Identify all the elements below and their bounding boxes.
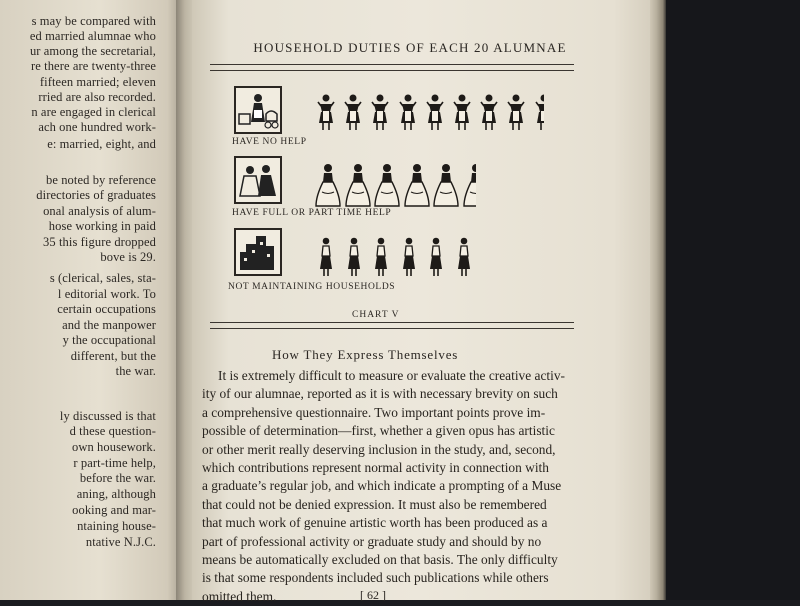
left-page-line: n are engaged in clerical [31, 105, 156, 119]
left-page-line: directories of graduates [36, 188, 156, 202]
left-page [0, 0, 182, 600]
maid-figure-icon [343, 92, 363, 132]
chart-title: HOUSEHOLD DUTIES OF EACH 20 ALUMNAE [253, 40, 567, 55]
body-text-line: omitted them. [202, 588, 277, 604]
left-page-line: ed married alumnae who [29, 29, 156, 43]
left-page-line: s may be compared with [31, 14, 156, 28]
maid-figure-icon [370, 92, 390, 132]
maid-figure-icon [452, 92, 472, 132]
body-text-line: possible of determination—first, whether a given opus has artistic [202, 423, 555, 439]
seated-woman-figure-icon [314, 162, 342, 208]
row1-label: HAVE NO HELP [232, 137, 307, 147]
left-page-line: bove is 29. [100, 250, 156, 264]
left-page-line: d these question- [69, 424, 156, 438]
body-text-line: means be automatically excluded on that basis. The only difficulty [202, 551, 558, 567]
body-text-line: ity of our alumnae, reported as it is with necessary brevity on such [202, 386, 558, 402]
left-page-line: re there are twenty-three [31, 59, 156, 73]
left-page-line: s (clerical, sales, sta- [49, 271, 156, 285]
left-page-line: 35 this figure dropped [43, 235, 156, 249]
seated-woman-figure-icon [373, 162, 401, 208]
left-page-line: and the manpower [62, 318, 156, 332]
chart-bottom-rule [210, 322, 574, 329]
standing-worker-figure-icon [318, 236, 334, 278]
left-page-line: rried are also recorded. [38, 90, 156, 104]
page-number: [ 62 ] [360, 588, 386, 602]
row2-label: HAVE FULL OR PART TIME HELP [232, 208, 392, 218]
left-page-line: ooking and mar- [72, 503, 156, 517]
left-page-line: before the war. [79, 471, 156, 485]
row1-scene-icon [234, 86, 282, 134]
body-text [202, 367, 576, 606]
left-page-line: be noted by reference [45, 173, 156, 187]
body-text-line: part of professional activity or graduate study and should by no [202, 533, 542, 549]
body-text-line: or other merit really deserving inclusion in the study, and, second, [202, 441, 556, 457]
left-page-line: ly discussed is that [59, 409, 156, 423]
chart-caption: CHART V [352, 310, 400, 320]
left-page-line: l editorial work. To [57, 287, 156, 301]
body-text-line: It is extremely difficult to measure or evaluate the creative activ- [218, 368, 566, 383]
seated-woman-figure-icon [344, 162, 372, 208]
standing-worker-figure-icon [401, 236, 417, 278]
left-page-line: different, but the [70, 349, 156, 363]
left-page-line: fifteen married; eleven [39, 75, 156, 89]
body-text-line: that much work of genuine artistic worth has been produced as a [202, 515, 548, 531]
row2-scene-icon [234, 156, 282, 204]
left-page-line: the war. [115, 364, 156, 378]
maid-figure-icon [425, 92, 445, 132]
right-page [192, 0, 650, 604]
seated-woman-figure-icon [432, 162, 460, 208]
left-page-line: hose working in paid [48, 219, 156, 233]
standing-worker-figure-icon [346, 236, 362, 278]
maid-figure-icon [506, 92, 526, 132]
left-page-line: ntative N.J.C. [85, 535, 156, 549]
background-dark [666, 0, 800, 600]
title-rule [210, 64, 574, 71]
maid-figure-icon [479, 92, 499, 132]
left-page-line: y the occupational [62, 333, 156, 347]
left-page-line: ntaining house- [77, 519, 156, 533]
body-text-line: which contributions represent normal activity in connection with [202, 459, 549, 475]
maid-figure-icon [316, 92, 336, 132]
row3-scene-icon [234, 228, 282, 276]
seated-woman-figure-icon [462, 162, 476, 208]
left-page-line: ur among the secretarial, [29, 44, 156, 58]
left-page-line: own housework. [71, 440, 156, 454]
body-text-line: a graduate’s regular job, and which indicate a prompting of a Muse [202, 478, 562, 494]
left-page-line: ach one hundred work- [38, 120, 156, 134]
page-edge [650, 0, 666, 600]
standing-worker-figure-icon [428, 236, 444, 278]
left-page-line: onal analysis of alum- [43, 204, 156, 218]
row3-label: NOT MAINTAINING HOUSEHOLDS [228, 282, 396, 292]
body-text-line: that could not be denied expression. It must also be remembered [202, 496, 547, 512]
left-page-line: aning, although [76, 487, 156, 501]
seated-woman-figure-icon [403, 162, 431, 208]
body-text-line: is that some respondents included such publications while others [202, 570, 549, 586]
left-page-line: certain occupations [57, 302, 156, 316]
standing-worker-figure-icon [373, 236, 389, 278]
standing-worker-figure-icon [456, 236, 472, 278]
body-text-line: a comprehensive questionnaire. Two important points prove im- [202, 404, 546, 420]
left-page-line: r part-time help, [73, 456, 156, 470]
maid-figure-icon [534, 92, 544, 132]
section-heading: How They Express Themselves [272, 347, 459, 362]
left-page-line: e: married, eight, and [47, 137, 156, 151]
maid-figure-icon [398, 92, 418, 132]
